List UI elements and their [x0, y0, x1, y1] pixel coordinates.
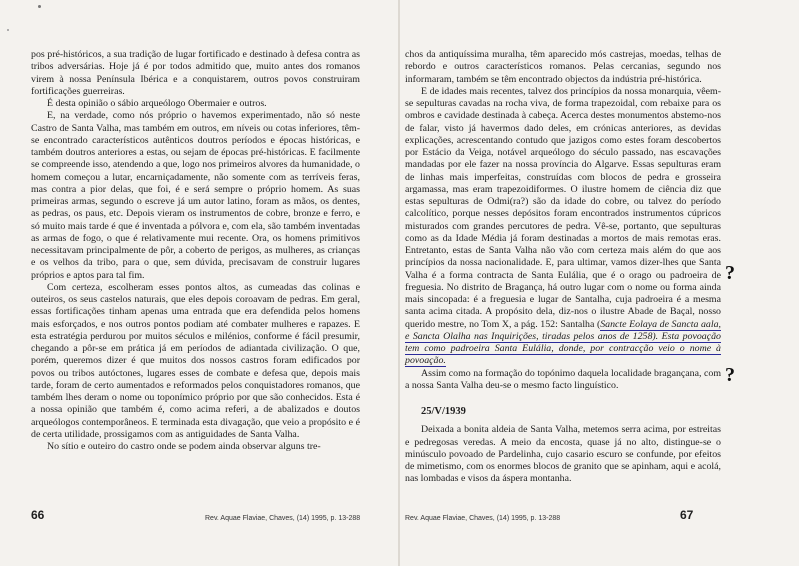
margin-question-mark: ?	[725, 364, 735, 386]
margin-question-mark: ?	[725, 262, 735, 284]
italic-quote-tail: ). Esta povoação tem como padroeira Santa Eulália, donde, por contracção veio o nome à povoação.	[405, 330, 721, 367]
paragraph: chos da antiquíssima muralha, têm aparecido mós castrejas, moedas, telhas de rebordo e outros característicos romanos. Pelas cercanias, segundo nos informaram, também se têm encontrado objectos da indústria pré-histórica.	[405, 49, 721, 85]
left-page	[0, 0, 399, 566]
paragraph: É desta opinião o sábio arqueólogo Obermaier e outros.	[47, 98, 267, 109]
page-number: 67	[680, 508, 694, 522]
left-text-column	[31, 49, 360, 453]
italic-quote: Sancte Eolaya de Sancta aala, e Sancta Olalha nas Inquirições, tiradas pelos anos de 1258	[405, 318, 721, 342]
paragraph	[405, 86, 721, 368]
right-page	[400, 0, 799, 566]
date-heading: 25/V/1939	[421, 406, 466, 417]
right-text-column	[405, 49, 721, 486]
page-footer: Rev. Aquae Flaviae, Chaves, (14) 1995, p. 13-288	[405, 515, 561, 522]
page-number: 66	[31, 508, 45, 522]
paragraph: Deixada a bonita aldeia de Santa Valha, metemos serra acima, por estreitas e pedregosas veredas. A meio da encosta, quase já no alto, distingue-se o minúsculo povoado de Pardelinha, cujo casario escuro se confunde, por efeitos de mimetismo, com os enormes blocos de granito que se apinham, aqui e acolá, nas lombadas e visos da áspera montanha.	[405, 424, 721, 485]
paragraph: No sítio e outeiro do castro onde se podem ainda observar alguns tre-	[47, 441, 321, 452]
paragraph: Assim como na formação do topónimo daquela localidade bragançana, com a nossa Santa Valha deu-se o mesmo facto linguístico.	[405, 367, 721, 391]
paragraph: Com certeza, escolheram esses pontos altos, as cumeadas das colinas e outeiros, os seus castelos naturais, que eles depois coroavam de pedras. Em geral, essas fortificações tinham apenas uma entrada que era defendida pelos homens mais esforçados, e nos outros pontos podiam até combater mulheres e rapazes. E esta estratégia perdurou por muitos séculos e milénios, conforme é fácil presumir, chegando a pôr-se em prática já em períodos de adiantada civilização. O que, porém, queremos dizer é que muitos dos nossos castros foram edificados por povos ou tribos autóctones, lugares esses de combate e defesa que, depois mais tarde, foram de certo aumentados e reformados pelos conquistadores romanos, que também lhes deram o nome ou toponímico próprio por que são conhecidos. Esta é a nossa opinião que também é, como acima referi, a de abalizados e doutos arqueólogos contemporâneos. E terminada esta divagação, que veio a propósito e é de certa utilidade, prossigamos com as antiguidades de Santa Valha.	[31, 281, 360, 440]
paragraph: pos pré-históricos, a sua tradição de lugar fortificado e destinado à defesa contra as tribos adversárias. Hoje já é por todos admitido que, muito antes dos romanos virem à nossa Península Ibérica e a conquistarem, outros povos construiram fortificações guerreiras.	[31, 49, 360, 97]
paragraph-text: E de idades mais recentes, talvez dos princípios da nossa monarquia, vêem-se sepulturas cavadas na rocha viva, de forma trapezoidal, com rebaixe para os ombros e cavidade destinada à cabeça. Acerca destes monumentos abstemo-nos de falar, visto já havermos dado deles, em crónicas anteriores, as devidas explicações, acrescentando contudo que jazigos como estes foram descobertos por Estácio da Veiga, notável arqueólogo do século passado, nas escavações mandadas por ele fazer na nossa província do Algarve. Essas sepulturas eram de linhas mais imperfeitas, construídas com blocos de pedra e grosseira argamassa, mas eram trapezoidiformes. O ilustre homem de ciência diz que estas sepulturas de Odmi(ra?) são da idade do cobre, ou talvez do período calcolítico, porque nesses depósitos foram encontrados instrumentos cúpricos misturados com grandes percutores de pedra. Vê-se, portanto, que sepulturas como as da Idade Média já foram destinadas a mortos de mais remotas eras. Entretanto, estas de Santa Valha não vão com certeza mais além do que aos princípios da nossa nacionalidade. E, para ultimar, vamos dizer-lhes que Santa Valha é a forma contracta de Santa Eulália, que é o orago ou padroeira de freguesia. No distrito de Bragança, há outro lugar com o nome ou forma ainda mais sincopada: é a freguesia e lugar de Santalha, cuja padroeira é a mesma santa acima citada. A propósito dela, diz-nos o ilustre Abade de Baçal, nosso querido mestre, no Tom X, a pág. 152: Santalha (	[405, 85, 721, 330]
paragraph: E, na verdade, como nós próprio o havemos experimentado, não só neste Castro de Santa Valha, mas também em outros, em níveis ou cotas inferiores, têm-se encontrado característicos autênticos doutros períodos e épocas históricas, e também doutros anteriores a estas, ou sejam de épocas pré-históricas. E facilmente se compreende isso, atendendo a que, logo nos primeiros alvores da humanidade, o homem começou a lutar, encarniçadamente, não somente com as terríveis feras, mas contra a pior delas, que foi, é e será sempre o próprio homem. As suas primeiras armas, segundo o escreve já um autor latino, foram as mãos, os dentes, as pedras, os paus, etc. Depois vieram os instrumentos de cobre, bronze e ferro, e só muito mais tarde é que é inventada a pólvora e, com ela, são também inventadas as armas de fogo, o que é relativamente mui recente. Ora, os homens primitivos necessitavam principalmente de pôr, a coberto de perigos, as mulheres, as crianças e os velhos da tribo, para o que, sem dúvida, precisavam de construir lugares próprios e aptos para tal fim.	[31, 110, 360, 281]
page-footer: Rev. Aquae Flaviae, Chaves, (14) 1995, p. 13-288	[205, 515, 361, 522]
